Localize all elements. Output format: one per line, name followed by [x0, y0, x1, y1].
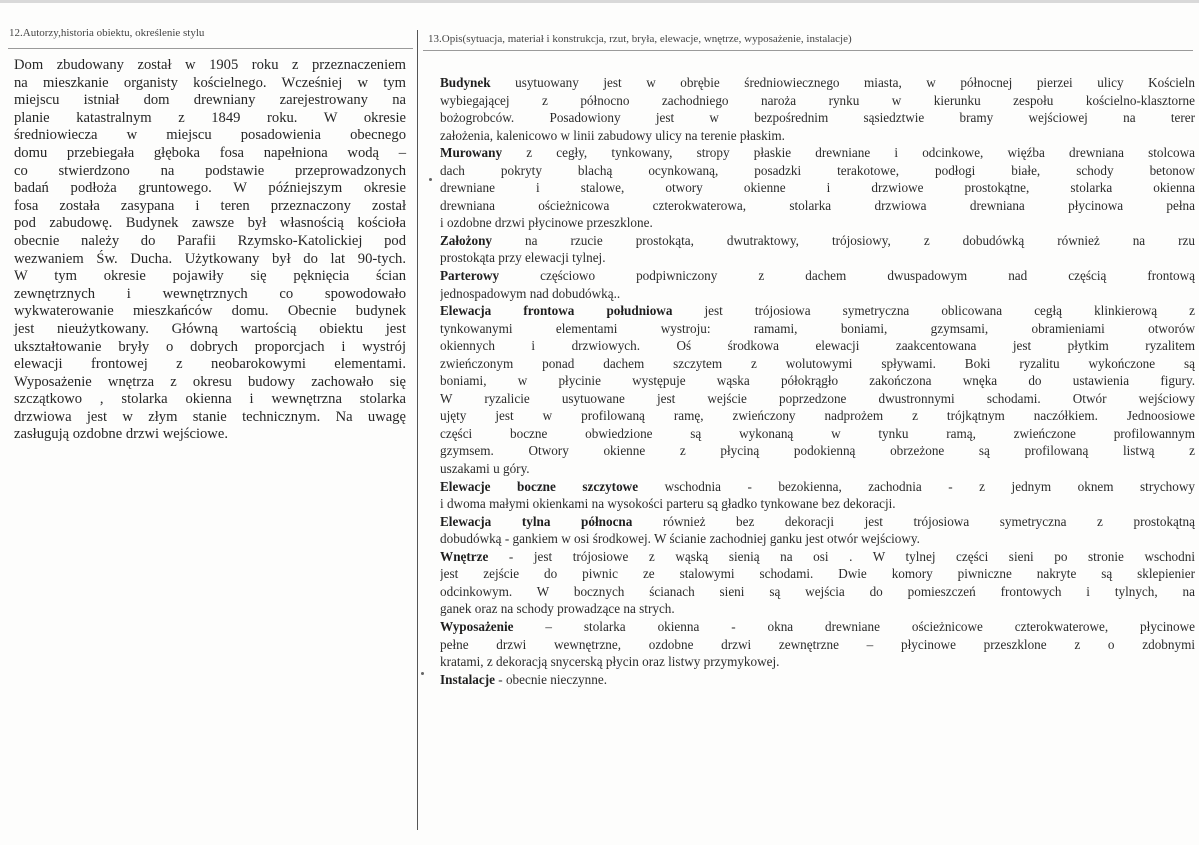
description-line — [440, 249, 1195, 267]
section-keyword: Elewacja tylna północna — [440, 513, 633, 529]
description-line-text: części boczne obwiedzione są wykonaną w tynku ramą, zwieńczone profilowannym — [440, 425, 1195, 441]
description-line — [440, 442, 1195, 460]
section-keyword: Wnętrze — [440, 548, 489, 564]
description-line — [440, 372, 1195, 390]
description-line — [440, 267, 1195, 285]
description-line-text: prostokąta przy elewacji tylnej. — [440, 250, 606, 266]
description-line-text: tynkowanymi elementami wystroju: ramami, boniami, gzymsami, obramieniami otworów — [440, 320, 1195, 336]
section-keyword: Elewacja frontowa południowa — [440, 303, 673, 319]
description-line — [440, 495, 1195, 513]
description-line-text: odcinkowym. W bocznych ścianach sieni są wejścia do pomieszczeń frontowych i tylnych, na — [440, 583, 1195, 599]
description-line-text: kratami, z dekoracją snycerską płycin oraz listwy przymykowej. — [440, 654, 780, 670]
description-line — [440, 513, 1195, 531]
description-line — [440, 197, 1195, 215]
description-line — [440, 600, 1195, 618]
description-line-text: - jest trójosiowe z wąską sienią na osi . W tylnej części sieni po stronie wschodni — [488, 548, 1195, 564]
description-line-text: wschodnia - bezokienna, zachodnia - z jednym oknem strychowy — [638, 478, 1195, 494]
description-line — [440, 407, 1195, 425]
section-keyword: Wyposażenie — [440, 618, 514, 634]
section-keyword: Elewacje boczne szczytowe — [440, 478, 639, 494]
history-line: wezwaniem Św. Ducha. Użytkowany był do lat 90-tych. — [14, 250, 406, 267]
description-line-text: jednospadowym nad dobudówką.. — [440, 285, 621, 301]
description-line-text: W ryzalicie usytuowane jest wejście poprzedzone dwustronnymi schodami. Otwór wejściowy — [440, 390, 1195, 406]
description-line-text: - obecnie nieczynne. — [494, 671, 607, 687]
history-line: szczątkowo , stolarka okienna i wewnętrzna stolarka — [14, 391, 406, 408]
description-line-text: zwieńczonym ponad dachem szczytem z wolutowymi spływami. Boki ryzalitu wykończone są — [440, 355, 1195, 371]
description-line-text: częściowo podpiwniczony z dachem dwuspadowym nad częścią frontową — [499, 268, 1195, 284]
left-column-header: 12.Autorzy,historia obiektu, określenie stylu — [9, 27, 205, 39]
description-line-text: drewniane i stalowe, otwory okienne i drzwiowe prostokątne, stolarka okienna — [440, 180, 1195, 196]
description-line-text: drewniana ościeżnicowa czterokwaterowa, stolarka drzwiowa drewniana płycinowa pełna — [440, 197, 1195, 213]
section-keyword: Budynek — [440, 75, 491, 90]
description-line-text: pełne drzwi wewnętrzne, ozdobne drzwi zewnętrzne – płycinowe przeszklone z o zdobnymi — [440, 636, 1195, 652]
history-line: miejscu istniał dom drewniany zarejestrowany na — [14, 92, 406, 109]
description-text — [440, 74, 1195, 688]
description-line-text: bożogrobców. Posadowiony jest w bezpośrednim sąsiedztwie bramy wejściowej na terer — [440, 110, 1195, 126]
history-line: zewnętrznych i wewnętrznych co spowodowało — [14, 285, 406, 302]
description-line-text: dobudówką - gankiem w osi środkowej. W ścianie zachodniej ganku jest otwór wejściowy. — [440, 531, 920, 547]
description-line — [440, 355, 1195, 373]
description-line — [440, 565, 1195, 583]
section-keyword: Założony — [440, 232, 493, 248]
history-line: jest nieużytkowany. Główną wartością obiektu jest — [14, 320, 406, 337]
history-text — [14, 57, 406, 444]
description-line — [440, 530, 1195, 548]
history-line: co stwierdzono na podstawie przeprowadzonych — [14, 162, 406, 179]
description-line-text: gzymsem. Otwory okienne z płyciną podokienną obrzeżone są profilowaną listwą z — [440, 443, 1195, 459]
description-line-text: uszakami u góry. — [440, 461, 530, 477]
history-line: średniowiecza w miejscu posadowienia obecnego — [14, 127, 406, 144]
history-line: zasługują ozdobne drzwi wejściowe. — [14, 426, 228, 443]
description-line — [440, 74, 1195, 92]
description-line-text: na rzucie prostokąta, dwutraktowy, trójosiowy, z dobudówką również na rzu — [492, 232, 1195, 248]
history-line: na mieszkanie organisty kościelnego. Wcześniej w tym — [14, 74, 406, 91]
section-keyword: Murowany — [440, 145, 503, 161]
description-line-text: i dwoma małymi okienkami na wysokości parteru są gładko tynkowane bez dekoracji. — [440, 496, 896, 512]
description-line-text: jest trójosiowa symetryczna oblicowana cegłą klinkierową z — [672, 303, 1195, 319]
description-line — [440, 671, 1195, 689]
history-line: wykwaterowanie mieszkańców domu. Obecnie budynek — [14, 303, 406, 320]
description-line — [440, 460, 1195, 478]
description-line — [440, 320, 1195, 338]
description-line — [440, 618, 1195, 636]
history-line: fosa została zasypana i teren przeznaczony został — [14, 197, 406, 214]
column-divider — [417, 30, 418, 830]
description-line — [440, 302, 1195, 320]
description-line — [440, 583, 1195, 601]
description-line-text: z cegły, tynkowany, stropy płaskie drewniane i odcinkowe, więźba drewniana stolcowa — [502, 145, 1195, 161]
left-header-rule — [8, 48, 413, 49]
description-line — [440, 636, 1195, 654]
description-line — [440, 109, 1195, 127]
right-header-rule — [423, 50, 1193, 51]
description-line-text: ganek oraz na schody prowadzące na strych. — [440, 601, 675, 617]
description-line-text: dach pokryty blachą ocynkowaną, posadzki terakotowe, podłogi białe, schody betonow — [440, 162, 1195, 178]
description-line-text: i ozdobne drzwi płycinowe przeszklone. — [440, 215, 653, 231]
history-line: obecnie należy do Parafii Rzymsko-Katolickiej pod — [14, 232, 406, 249]
history-line: W tym okresie pojawiły się pęknięcia ścian — [14, 268, 406, 285]
description-line — [440, 179, 1195, 197]
description-line — [440, 214, 1195, 232]
description-line-text: jest zejście do piwnic ze stalowymi schodami. Dwie komory piwniczne nakryte są sklepienier — [440, 566, 1195, 582]
history-line: planie katastralnym z 1849 roku. W okresie — [14, 109, 406, 126]
description-line — [440, 548, 1195, 566]
description-line-text: ujęty jest w profilowaną ramę, zwieńczony nadprożem z trójkątnym naczółkiem. Jednoosiowe — [440, 408, 1195, 424]
history-line: domu przebiegała głęboka fosa napełniona wodą – — [14, 144, 406, 161]
scan-top-edge — [0, 0, 1199, 3]
description-line-text: również bez dekoracji jest trójosiowa symetryczna z prostokątną — [632, 513, 1195, 529]
description-line-text: – stolarka okienna - okna drewniane ościeżnicowe czterokwaterowe, płycinowe — [513, 618, 1195, 634]
description-line — [440, 653, 1195, 671]
description-line — [440, 144, 1195, 162]
description-line-text: usytuowany jest w obrębie średniowiecznego miasta, w północnej pierzei ulicy Kościeln — [490, 75, 1195, 90]
section-keyword: Instalacje — [440, 671, 495, 687]
description-line-text: okiennych i drzwiowych. Oś środkowa elewacji zaakcentowana jest płytkim ryzalitem — [440, 338, 1195, 354]
right-column-header: 13.Opis(sytuacja, materiał i konstrukcja, rzut, bryła, elewacje, wnętrze, wyposażenie, instalacje) — [428, 33, 852, 45]
history-line: pod zabudowę. Budynek zawsze był własnością kościoła — [14, 215, 406, 232]
description-line — [440, 390, 1195, 408]
history-line: Dom zbudowany został w 1905 roku z przeznaczeniem — [14, 57, 406, 73]
description-line — [440, 127, 1195, 145]
description-line — [440, 92, 1195, 110]
history-line: badań podłoża gruntowego. W późniejszym okresie — [14, 180, 406, 197]
description-line — [440, 162, 1195, 180]
description-line — [440, 425, 1195, 443]
history-line: drzwiowa jest w złym stanie technicznym. Na uwagę — [14, 408, 406, 425]
history-line: Wyposażenie wnętrza z okresu budowy zachowało się — [14, 373, 406, 390]
description-line — [440, 337, 1195, 355]
description-line — [440, 232, 1195, 250]
description-line — [440, 478, 1195, 496]
description-line-text: założenia, kalenicowo w linii zabudowy ulicy na terenie płaskim. — [440, 127, 785, 143]
description-line-text: boniami, w płycinie występuje wąska półokrągło zakończona wnęka do ustawienia figury. — [440, 373, 1195, 389]
description-line — [440, 285, 1195, 303]
section-keyword: Parterowy — [440, 268, 500, 284]
history-line: ukształtowanie bryły o dobrych proporcjach i wystrój — [14, 338, 406, 355]
history-line: elewacji frontowej z neobarokowymi elementami. — [14, 356, 406, 373]
scan-speck — [421, 672, 424, 675]
description-line-text: wybiegającej z północno zachodniego naroża rynku w kierunku zespołu kościelno-klasztorne — [440, 92, 1195, 108]
scan-speck — [429, 178, 432, 181]
